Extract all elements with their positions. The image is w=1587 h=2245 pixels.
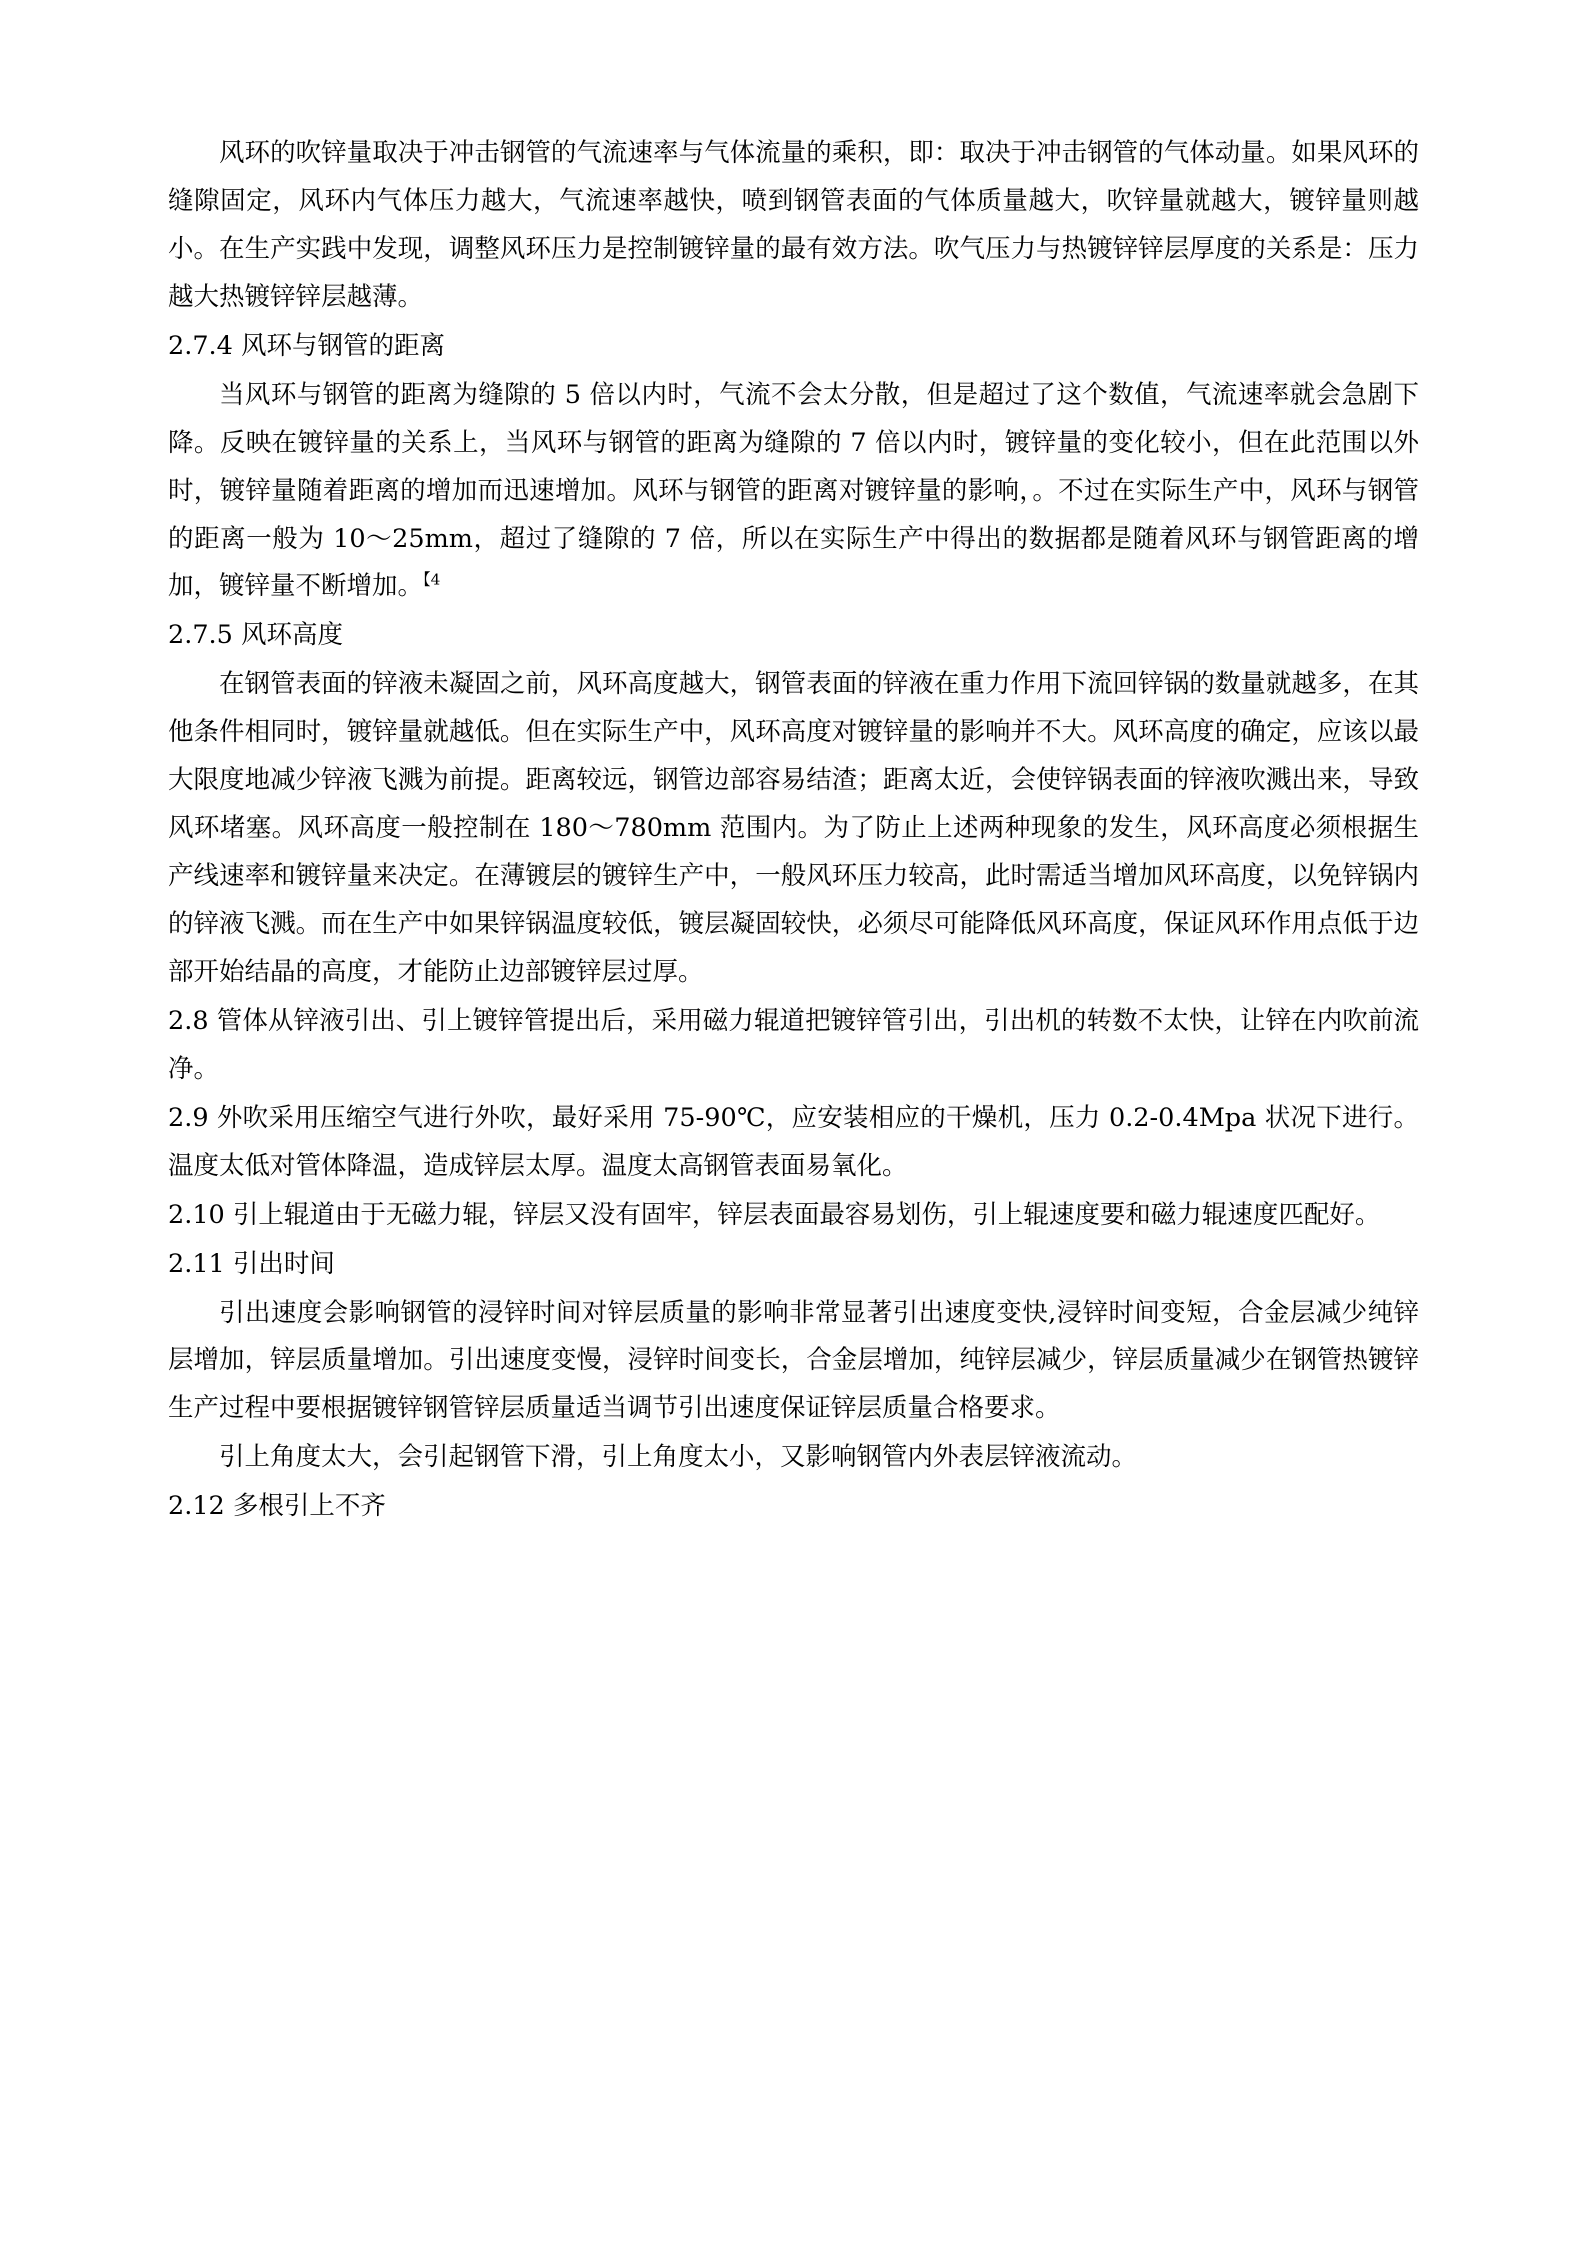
paragraph-2-11-body: 引出速度会影响钢管的浸锌时间对锌层质量的影响非常显著引出速度变快,浸锌时间变短，合金层减少纯锌层增加，锌层质量增加。引出速度变慢，浸锌时间变长，合金层增加，纯锌层减少，锌层质量减少在钢管热镀锌生产过程中要根据镀锌钢管锌层质量适当调节引出速度保证锌层质量合格要求。	[168, 1297, 1419, 1424]
paragraph-air-ring-distance	[168, 372, 1419, 612]
heading-2-11: 2.11 引出时间	[168, 1248, 335, 1279]
heading-2-7-5: 2.7.5 风环高度	[168, 620, 343, 651]
paragraph-air-ring-distance-text: 当风环与钢管的距离为缝隙的 5 倍以内时，气流不会太分散，但是超过了这个数值，气流速率就会急剧下降。反映在镀锌量的关系上，当风环与钢管的距离为缝隙的 7 倍以内时，镀锌量的变化较小，但在此范围以外时，镀锌量随着距离的增加而迅速增加。风环与钢管的距离对镀锌量的影响，。不过在实际生产中，风环与钢管的距离一般为 10～25mm，超过了缝隙的 7 倍，所以在实际生产中得出的数据都是随着风环与钢管距离的增加，镀锌量不断增加。	[168, 379, 1419, 602]
paragraph-2-8: 2.8 管体从锌液引出、引上镀锌管提出后，采用磁力辊道把镀锌管引出，引出机的转数不太快，让锌在内吹前流净。	[168, 1005, 1419, 1084]
paragraph-air-ring-zinc-blow: 风环的吹锌量取决于冲击钢管的气流速率与气体流量的乘积，即：取决于冲击钢管的气体动量。如果风环的缝隙固定，风环内气体压力越大，气流速率越快，喷到钢管表面的气体质量越大，吹锌量就越大，镀锌量则越小。在生产实践中发现，调整风环压力是控制镀锌量的最有效方法。吹气压力与热镀锌锌层厚度的关系是：压力越大热镀锌锌层越薄。	[168, 138, 1419, 312]
document-body	[168, 130, 1419, 1531]
heading-2-12: 2.12 多根引上不齐	[168, 1491, 386, 1522]
paragraph-air-ring-height: 在钢管表面的锌液未凝固之前，风环高度越大，钢管表面的锌液在重力作用下流回锌锅的数量就越多，在其他条件相同时，镀锌量就越低。但在实际生产中，风环高度对镀锌量的影响并不大。风环高度的确定，应该以最大限度地减少锌液飞溅为前提。距离较远，钢管边部容易结渣；距离太近，会使锌锅表面的锌液吹溅出来，导致风环堵塞。风环高度一般控制在 180～780mm 范围内。为了防止上述两种现象的发生，风环高度必须根据生产线速率和镀锌量来决定。在薄镀层的镀锌生产中，一般风环压力较高，此时需适当增加风环高度，以免锌锅内的锌液飞溅。而在生产中如果锌锅温度较低，镀层凝固较快，必须尽可能降低风环高度，保证风环作用点低于边部开始结晶的高度，才能防止边部镀锌层过厚。	[168, 669, 1419, 987]
paragraph-2-11-extra: 引上角度太大，会引起钢管下滑，引上角度太小，又影响钢管内外表层锌液流动。	[219, 1442, 1138, 1473]
paragraph-2-9: 2.9 外吹采用压缩空气进行外吹，最好采用 75-90℃，应安装相应的干燥机，压力 0.2-0.4Mpa 状况下进行。温度太低对管体降温，造成锌层太厚。温度太高钢管表面易氧化。	[168, 1102, 1419, 1181]
reference-marker-4: 【4	[423, 570, 441, 589]
paragraph-2-10: 2.10 引上辊道由于无磁力辊，锌层又没有固牢，锌层表面最容易划伤，引上辊速度要和磁力辊速度匹配好。	[168, 1199, 1381, 1230]
heading-2-7-4: 2.7.4 风环与钢管的距离	[168, 330, 445, 361]
